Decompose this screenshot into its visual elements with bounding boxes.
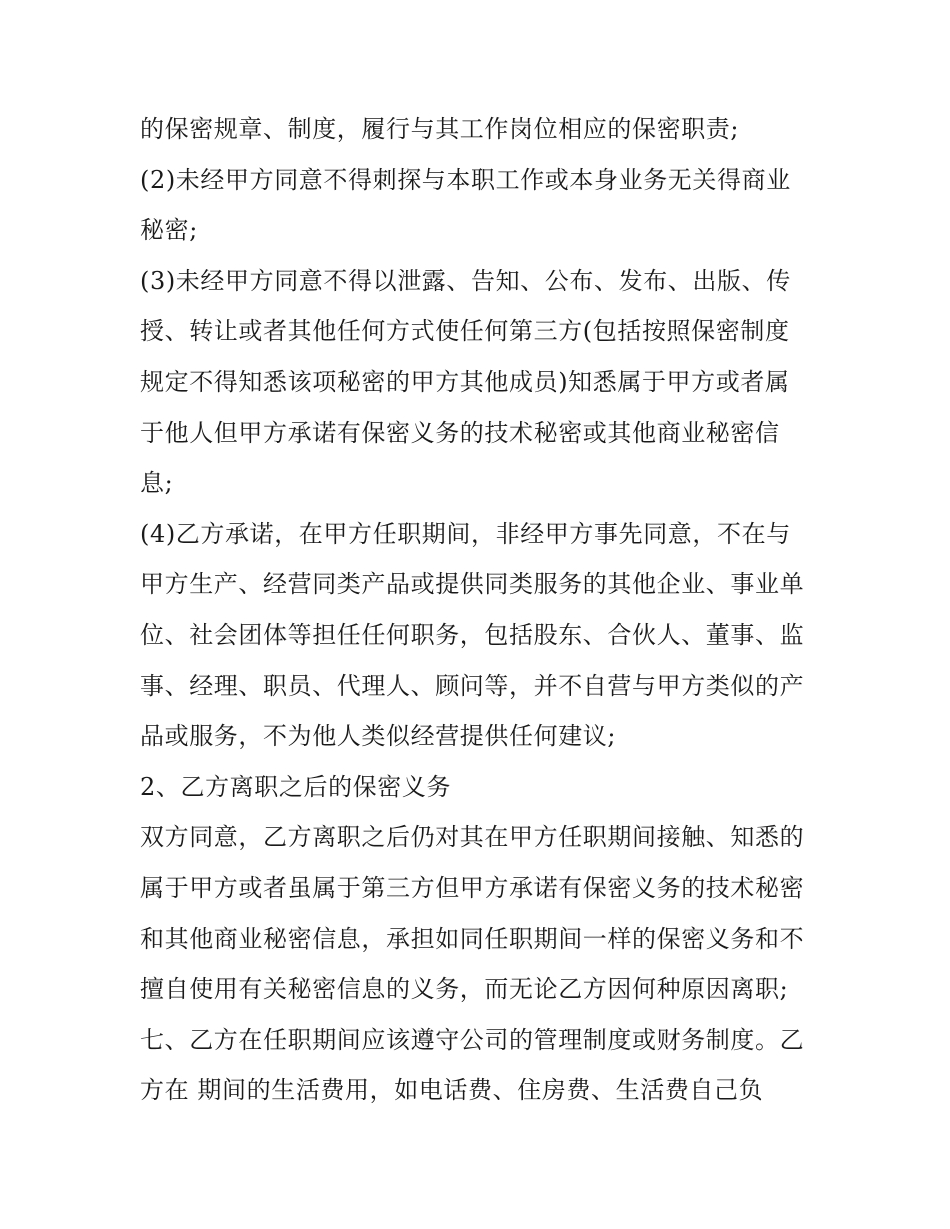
text-line: 品或服务，不为他人类似经营提供任何建议; — [140, 722, 617, 751]
text-line: 的保密规章、制度，履行与其工作岗位相应的保密职责; — [140, 115, 740, 143]
text-line: (4)乙方承诺，在甲方任职期间，非经甲方事先同意，不在与 — [140, 519, 791, 548]
text-line: 七、乙方在任职期间应该遵守公司的管理制度或财务制度。乙 — [140, 1025, 805, 1054]
text-line: 方在 期间的生活费用，如电话费、住房费、生活费自己负 — [140, 1076, 764, 1105]
text-line: 和其他商业秘密信息，承担如同任职期间一样的保密义务和不 — [140, 924, 805, 953]
text-line: 甲方生产、经营同类产品或提供同类服务的其他企业、事业单 — [140, 570, 805, 599]
section-heading: 2、乙方离职之后的保密义务 — [140, 772, 452, 801]
text-line: (3)未经甲方同意不得以泄露、告知、公布、发布、出版、传 — [140, 266, 791, 295]
text-line: 秘密; — [140, 216, 198, 245]
text-line: 于他人但甲方承诺有保密义务的技术秘密或其他商业秘密信 — [140, 418, 780, 447]
text-line: 属于甲方或者虽属于第三方但甲方承诺有保密义务的技术秘密 — [140, 873, 805, 902]
text-line: 位、社会团体等担任任何职务，包括股东、合伙人、董事、监 — [140, 620, 805, 649]
text-line: 事、经理、职员、代理人、顾问等，并不自营与甲方类似的产 — [140, 671, 805, 700]
text-line: 授、转让或者其他任何方式使任何第三方(包括按照保密制度 — [140, 317, 790, 346]
text-line: (2)未经甲方同意不得刺探与本职工作或本身业务无关得商业 — [140, 165, 791, 194]
body-text — [140, 104, 820, 1116]
text-line: 规定不得知悉该项秘密的甲方其他成员)知悉属于甲方或者属 — [140, 367, 790, 396]
text-line: 息; — [140, 469, 174, 498]
text-line: 擅自使用有关秘密信息的义务，而无论乙方因何种原因离职; — [140, 975, 789, 1004]
text-line: 双方同意，乙方离职之后仍对其在甲方任职期间接触、知悉的 — [140, 823, 805, 852]
